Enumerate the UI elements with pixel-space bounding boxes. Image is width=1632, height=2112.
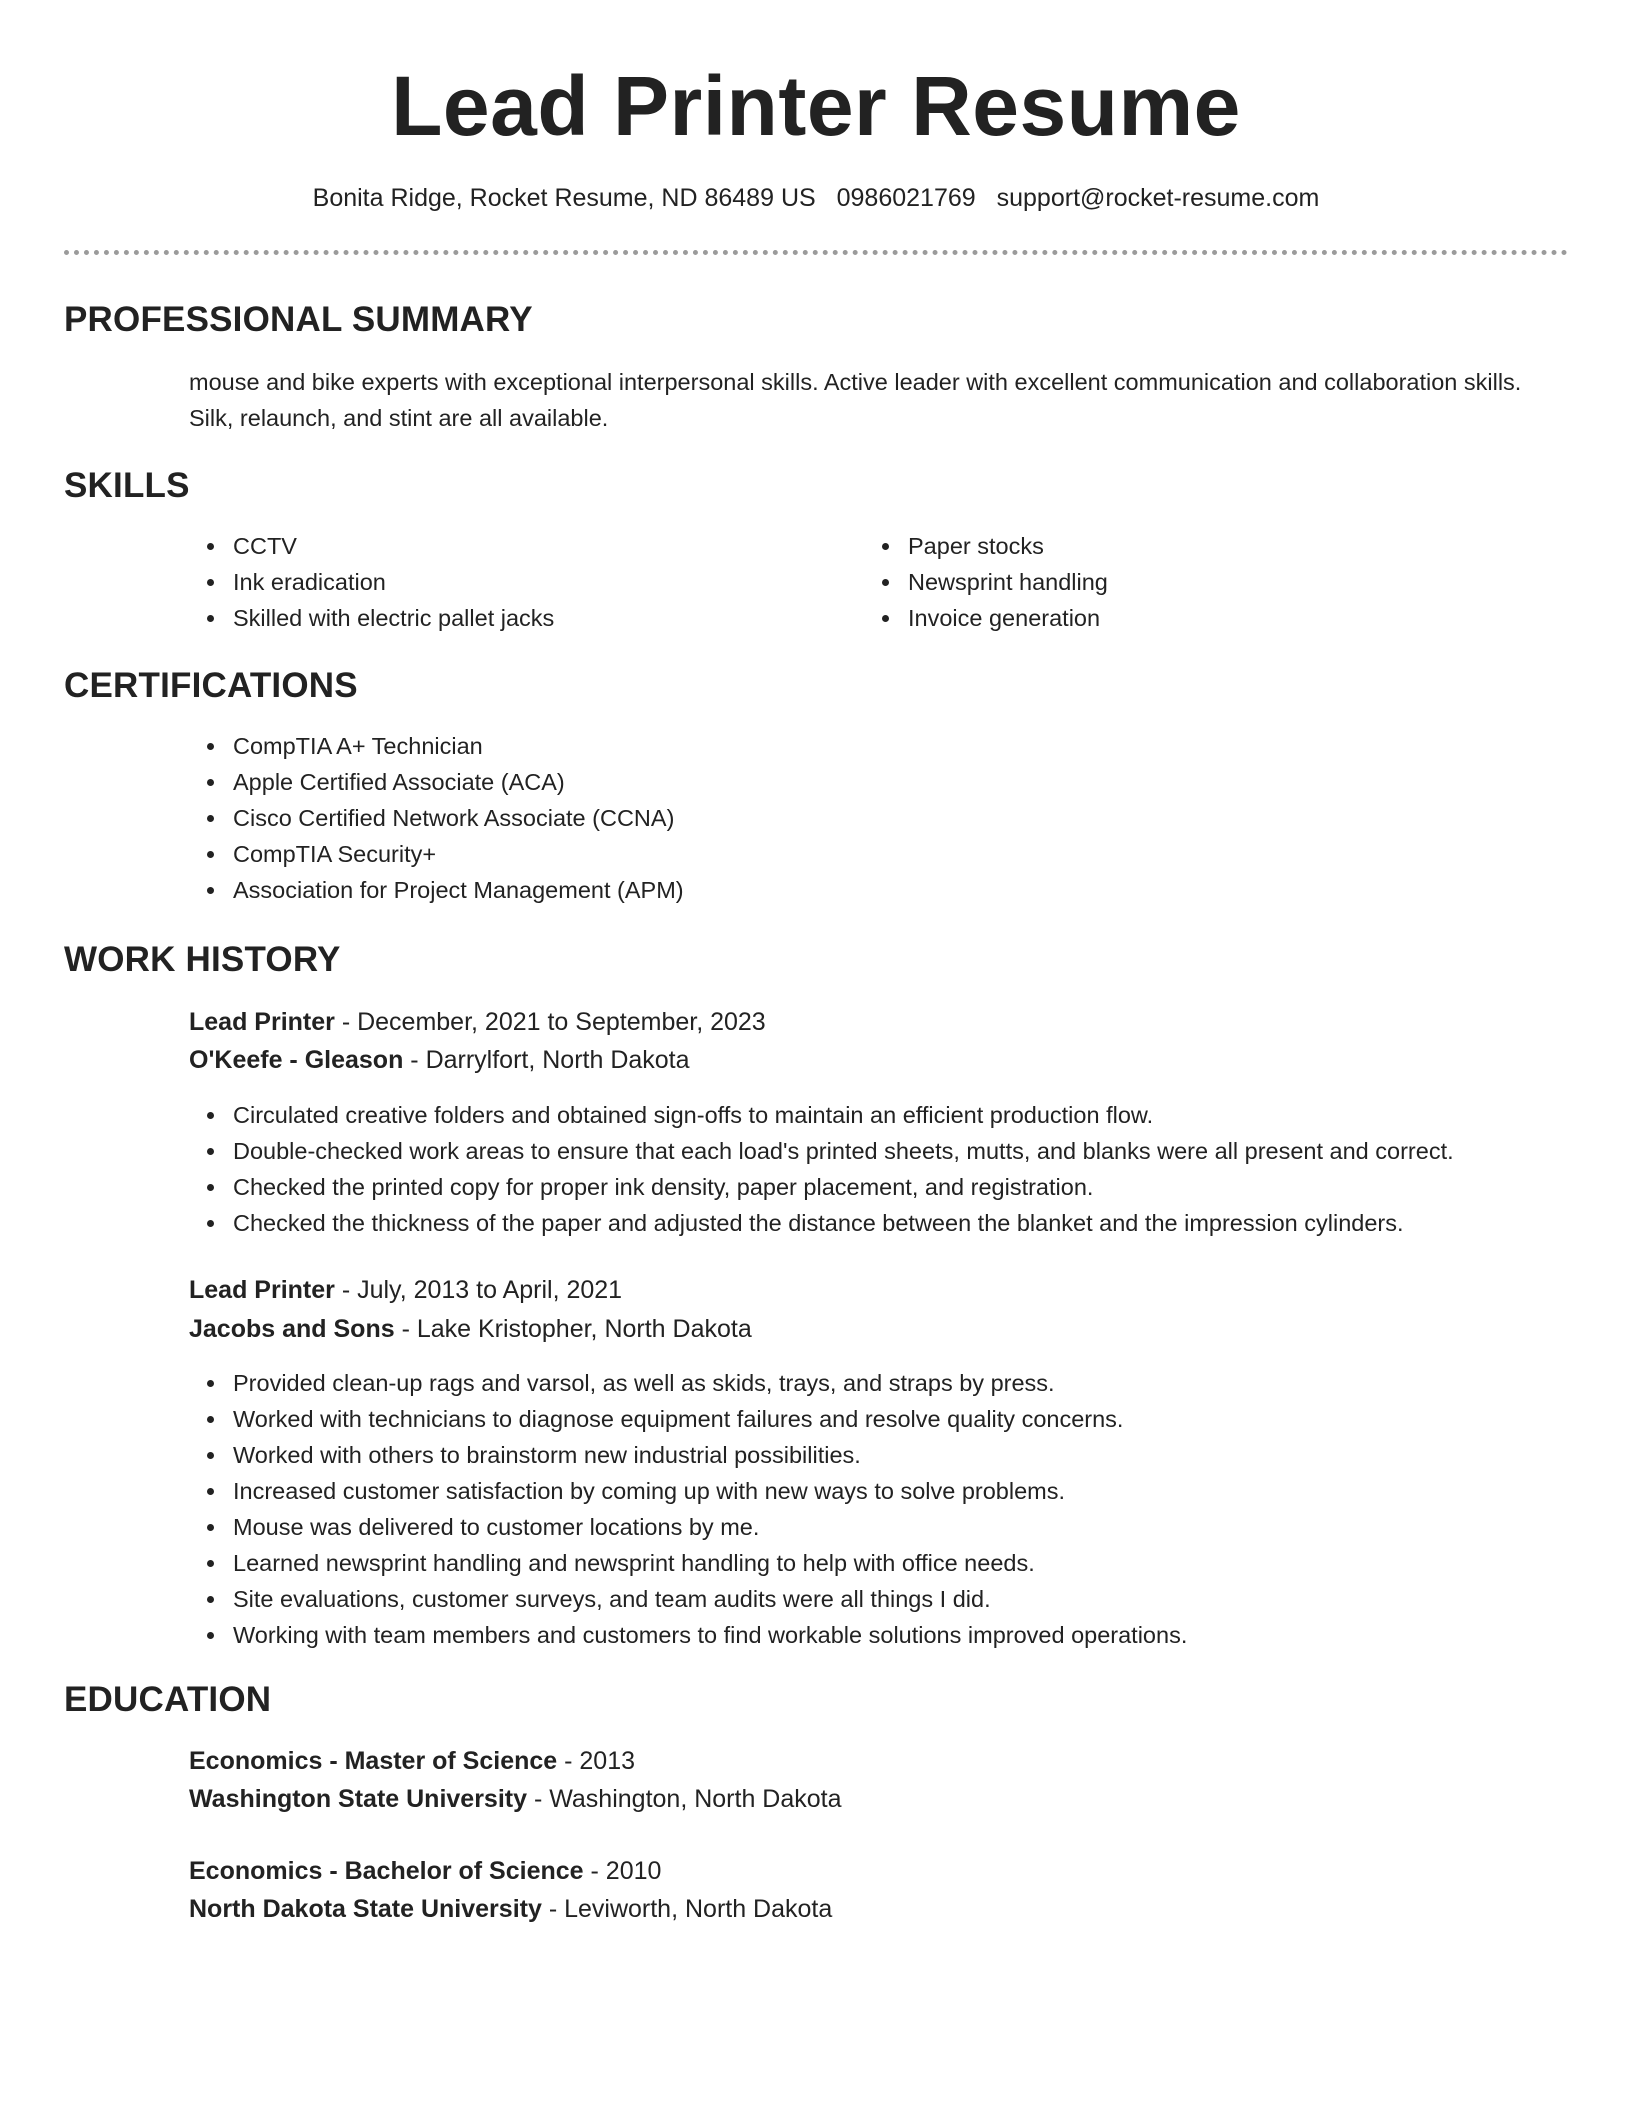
list-item: Cisco Certified Network Associate (CCNA) <box>189 800 684 836</box>
education-school-line <box>189 1780 842 1818</box>
list-item: Association for Project Management (APM) <box>189 872 684 908</box>
list-item: Newsprint handling <box>864 564 1108 600</box>
separator: - <box>583 1857 606 1885</box>
job-company-line <box>189 1041 690 1079</box>
list-item: Provided clean-up rags and varsol, as well as skids, trays, and straps by press. <box>189 1365 1187 1401</box>
contact-phone: 0986021769 <box>836 184 976 212</box>
education-degree: Economics - Bachelor of Science <box>189 1857 584 1885</box>
header-divider <box>64 250 1568 255</box>
separator: - <box>557 1747 580 1775</box>
list-item: CompTIA Security+ <box>189 836 684 872</box>
education-degree-line <box>189 1742 635 1780</box>
list-item: Skilled with electric pallet jacks <box>189 600 554 636</box>
job-location: Darrylfort, North Dakota <box>425 1046 690 1074</box>
job-title: Lead Printer <box>189 1276 335 1304</box>
separator: - <box>334 1008 358 1036</box>
contact-address: Bonita Ridge, Rocket Resume, ND 86489 US <box>312 184 816 212</box>
list-item: Worked with others to brainstorm new industrial possibilities. <box>189 1437 1187 1473</box>
certifications-heading: CERTIFICATIONS <box>64 666 358 705</box>
education-heading: EDUCATION <box>64 1680 272 1719</box>
skills-list-left <box>189 528 554 636</box>
education-year: 2013 <box>579 1747 636 1775</box>
job-company: O'Keefe - Gleason <box>189 1046 404 1074</box>
job-company: Jacobs and Sons <box>189 1315 395 1343</box>
list-item: Mouse was delivered to customer locations by me. <box>189 1509 1187 1545</box>
job-duties-list <box>189 1097 1454 1241</box>
summary-text: mouse and bike experts with exceptional interpersonal skills. Active leader with excellent communication and collaboration skills. Silk, relaunch, and stint are all available. <box>189 369 1522 431</box>
skills-list-right <box>864 528 1108 636</box>
list-item: CCTV <box>189 528 554 564</box>
job-title-line <box>189 1271 622 1309</box>
education-school-line <box>189 1890 832 1928</box>
education-school: North Dakota State University <box>189 1895 542 1923</box>
list-item: Checked the printed copy for proper ink density, paper placement, and registration. <box>189 1169 1454 1205</box>
list-item: Site evaluations, customer surveys, and team audits were all things I did. <box>189 1581 1187 1617</box>
contact-line <box>0 180 1632 216</box>
separator: - <box>527 1785 550 1813</box>
list-item: Working with team members and customers to find workable solutions improved operations. <box>189 1617 1187 1653</box>
list-item: Increased customer satisfaction by coming up with new ways to solve problems. <box>189 1473 1187 1509</box>
list-item: Ink eradication <box>189 564 554 600</box>
job-location: Lake Kristopher, North Dakota <box>416 1315 752 1343</box>
list-item: Apple Certified Associate (ACA) <box>189 764 684 800</box>
list-item: Invoice generation <box>864 600 1108 636</box>
list-item: Worked with technicians to diagnose equipment failures and resolve quality concerns. <box>189 1401 1187 1437</box>
separator: - <box>394 1315 417 1343</box>
summary-heading: PROFESSIONAL SUMMARY <box>64 300 533 339</box>
job-duties-list <box>189 1365 1187 1653</box>
job-title: Lead Printer <box>189 1008 335 1036</box>
job-dates: December, 2021 to September, 2023 <box>357 1008 766 1036</box>
list-item: Learned newsprint handling and newsprint handling to help with office needs. <box>189 1545 1187 1581</box>
job-company-line <box>189 1310 752 1348</box>
job-title-line <box>189 1003 766 1041</box>
job-dates: July, 2013 to April, 2021 <box>357 1276 623 1304</box>
list-item: Double-checked work areas to ensure that each load's printed sheets, mutts, and blanks were all present and correct. <box>189 1133 1454 1169</box>
resume-title: Lead Printer Resume <box>391 59 1241 153</box>
education-location: Washington, North Dakota <box>549 1785 842 1813</box>
education-year: 2010 <box>605 1857 662 1885</box>
list-item: Circulated creative folders and obtained sign-offs to maintain an efficient production flow. <box>189 1097 1454 1133</box>
education-degree: Economics - Master of Science <box>189 1747 558 1775</box>
separator: - <box>334 1276 358 1304</box>
skills-heading: SKILLS <box>64 466 190 505</box>
certifications-list <box>189 728 684 908</box>
education-degree-line <box>189 1852 661 1890</box>
contact-email: support@rocket-resume.com <box>996 184 1320 212</box>
list-item: CompTIA A+ Technician <box>189 728 684 764</box>
separator: - <box>541 1895 565 1923</box>
education-location: Leviworth, North Dakota <box>564 1895 833 1923</box>
work-history-heading: WORK HISTORY <box>64 940 341 979</box>
education-school: Washington State University <box>189 1785 528 1813</box>
separator: - <box>403 1046 426 1074</box>
list-item: Paper stocks <box>864 528 1108 564</box>
list-item: Checked the thickness of the paper and adjusted the distance between the blanket and the impression cylinders. <box>189 1205 1454 1241</box>
